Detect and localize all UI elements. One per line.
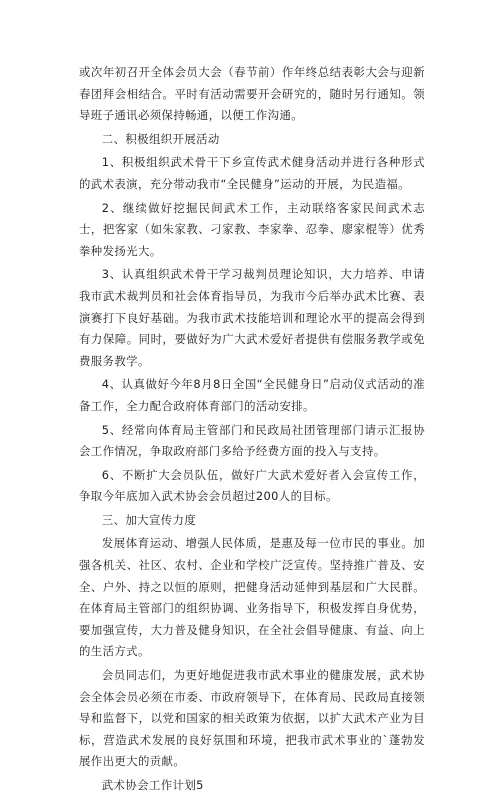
paragraph-item-2: 2、继续做好挖掘民间武术工作，主动联络客家民间武术志士，把客家（如朱家教、刁家教、李家拳、忍拳、廖家棍等）优秀拳种发扬光大。 — [79, 200, 425, 258]
paragraph-item-1: 1、积极组织武术骨干下乡宣传武术健身活动并进行各种形式的武术表演，充分带动我市“全民健身”运动的开展，为民造福。 — [79, 155, 425, 191]
paragraph-item-4: 4、认真做好今年8月8日全国“全民健身日”启动仪式活动的准备工作，全力配合政府体育部门的活动安排。 — [79, 377, 425, 413]
paragraph-item-3: 3、认真组织武术骨干学习裁判员理论知识，大力培养、申请我市武术裁判员和社会体育指导员，为我市今后举办武术比赛、表演赛打下良好基础。为我市武术技能培训和理论水平的提高会得到有力保障。同时，要做好为广大武术爱好者提供有偿服务教学或免费服务教学。 — [79, 267, 425, 368]
heading-organize-activities: 二、积极组织开展活动 — [101, 131, 220, 146]
paragraph-closing: 会员同志们，为更好地促进我市武术事业的健康发展，武术协会全体会员必须在市委、市政府领导下，在体育局、民政局直接领导和监督下，以党和国家的相关政策为依据，以扩大武术产业为目标，营造武术发展的良好氛围和环境，把我市武术事业的`蓬勃发展作出更大的贡献。 — [79, 668, 425, 769]
paragraph-item-6: 6、不断扩大会员队伍，做好广大武术爱好者入会宣传工作，争取今年底加入武术协会会员超过200人的目标。 — [79, 467, 425, 504]
heading-next-plan: 武术协会工作计划5 — [101, 778, 204, 792]
paragraph-publicity: 发展体育运动、增强人民体质，是惠及每一位市民的事业。加强各机关、社区、农村、企业和学校广泛宣传。坚持推广普及、安全、户外、持之以恒的原则，把健身活动延伸到基层和广大民群。在体育局主管部门的组织协调、业务指导下，积极发挥自身优势，要加强宣传，大力普及健身知识，在全社会倡导健康、有益、向上的生活方式。 — [79, 536, 425, 659]
heading-publicity: 三、加大宣传力度 — [101, 512, 197, 527]
document-body — [79, 62, 425, 799]
paragraph-item-5: 5、经常向体育局主管部门和民政局社团管理部门请示汇报协会工作情况，争取政府部门多给予经费方面的投入与支持。 — [79, 422, 425, 459]
paragraph-meeting-schedule: 或次年初召开全体会员大会（春节前）作年终总结表彰大会与迎新春团拜会相结合。平时有活动需要开会研究的，随时另行通知。领导班子通讯必须保持畅通，以便工作沟通。 — [79, 65, 425, 123]
